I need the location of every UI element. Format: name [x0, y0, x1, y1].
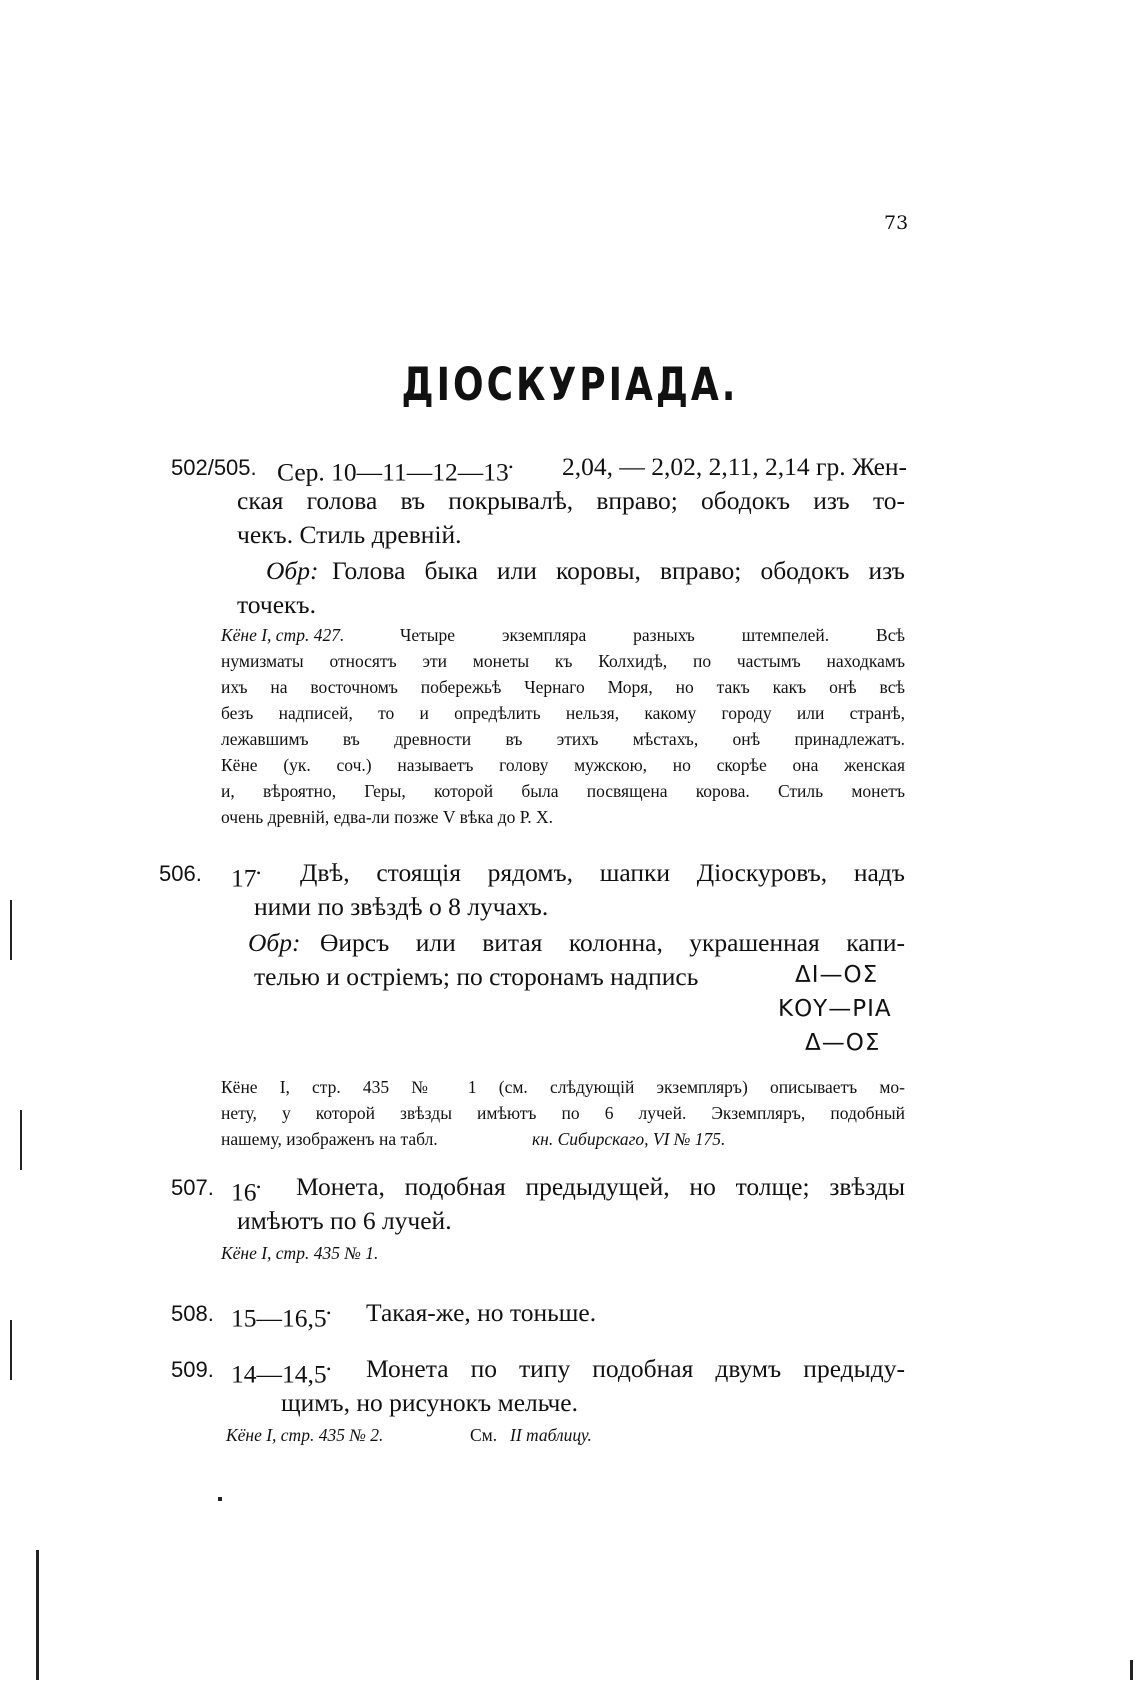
note-line: Кёне I, стр. 435 № 1 (см. слѣдующій экземпляръ) описываетъ мо- [221, 1077, 905, 1097]
entry-line: ская голова въ покрывалѣ, вправо; ободокъ изъ то- [237, 486, 905, 515]
entry-line: ними по звѣздѣ о 8 лучахъ. [254, 892, 549, 921]
scan-margin-mark [10, 1320, 12, 1380]
entry-size: 17• [231, 863, 261, 893]
note-line: безъ надписей, то и опредѣлить нельзя, какому городу или странѣ, [221, 703, 905, 723]
note-line: нету, у которой звѣзды имѣютъ по 6 лучей. Экземпляръ, подобный [221, 1103, 905, 1123]
entry-line: Такая-же, но тоньше. [366, 1298, 597, 1327]
note-reference: кн. Сибирскаго, VI № 175. [532, 1129, 726, 1149]
obverse-label: Обр: [266, 556, 319, 585]
note-reference: II таблицу. [510, 1425, 592, 1445]
entry-number-508: 508. [171, 1301, 214, 1326]
entry-line: Монета по типу подобная двумъ предыду- [366, 1354, 905, 1383]
entry-line: точекъ. [237, 590, 316, 619]
note-reference: Кёне I, стр. 435 № 2. [226, 1425, 384, 1445]
entry-number-506: 506. [159, 861, 202, 886]
entry-line: телью и остріемъ; по сторонамъ надпись [254, 962, 699, 991]
entry-line: Голова быка или коровы, вправо; ободокъ изъ [332, 556, 905, 585]
obverse-label: Обр: [248, 928, 301, 957]
entry-line: щимъ, но рисунокъ мельче. [281, 1388, 578, 1417]
entry-size: 16• [231, 1177, 261, 1207]
note-reference: Кёне I, стр. 435 № 1. [221, 1243, 379, 1263]
scan-margin-mark [1130, 1660, 1133, 1680]
entry-size: 14—14,5• [231, 1359, 331, 1389]
entry-number-502-505: 502/505. [171, 455, 257, 480]
note-line: нумизматы относятъ эти монеты къ Колхидѣ, по частымъ находкамъ [221, 651, 905, 671]
scan-dot [218, 1497, 222, 1501]
entry-line: Двѣ, стоящія рядомъ, шапки Діоскуровъ, надъ [300, 858, 905, 887]
note-line: Кёне (ук. соч.) называетъ голову мужскою, но скорѣе она женская [221, 755, 905, 775]
inscription-line: ΚΟΥ—ΡΙΑ [778, 996, 892, 1022]
note-line: См. [470, 1425, 498, 1445]
entry-size: 15—16,5• [231, 1303, 331, 1333]
note-line: нашему, изображенъ на табл. [221, 1129, 438, 1149]
section-title: ДІОСКУРІАДА. [401, 360, 739, 412]
note-line: лежавшимъ въ древности въ этихъ мѣстахъ, онѣ принадлежатъ. [221, 729, 905, 749]
note-line: и, вѣроятно, Геры, которой была посвящена корова. Стиль монетъ [221, 781, 905, 801]
inscription-line: Δ—ΟΣ [805, 1030, 881, 1056]
entry-line: Монета, подобная предыдущей, но толще; звѣзды [296, 1172, 905, 1201]
note-line: Четыре экземпляра разныхъ штемпелей. Всѣ [400, 625, 905, 645]
page-number: 73 [884, 212, 909, 234]
note-reference: Кёне I, стр. 427. [221, 625, 345, 645]
entry-line: 2,04, — 2,02, 2,11, 2,14 гр. Жен- [562, 452, 908, 481]
entry-line: чекъ. Стиль древній. [237, 520, 462, 549]
entry-line: имѣютъ по 6 лучей. [237, 1206, 452, 1235]
scan-margin-mark [36, 1550, 39, 1680]
entry-number-507: 507. [171, 1175, 214, 1200]
scan-margin-mark [20, 1110, 22, 1170]
note-line: ихъ на восточномъ побережьѣ Чернаго Моря, но такъ какъ онѣ всѣ [221, 677, 905, 697]
scan-margin-mark [10, 900, 12, 960]
entry-line: Өирсъ или витая колонна, украшенная капи- [320, 928, 905, 957]
entry-number-509: 509. [171, 1357, 214, 1382]
note-line: очень древній, едва-ли позже V вѣка до Р. Х. [221, 807, 554, 827]
entry-line: Сер. 10—11—12—13• [277, 457, 513, 487]
inscription-line: ΔΙ—ΟΣ [795, 962, 879, 988]
